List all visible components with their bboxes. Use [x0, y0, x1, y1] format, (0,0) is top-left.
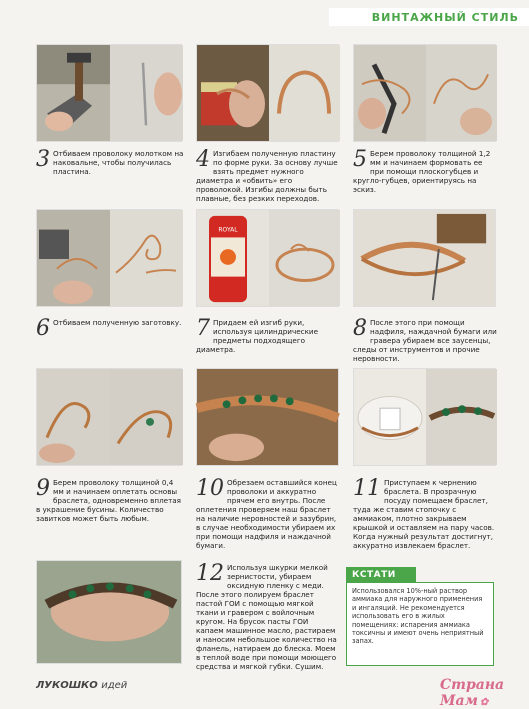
photo-step-12: [36, 560, 182, 664]
aerosol-can-label: ROYAL: [218, 226, 238, 234]
watermark: [440, 677, 529, 709]
step-7-number: 7: [196, 316, 210, 341]
step-5-text: [353, 149, 498, 194]
step-9-text: [36, 478, 184, 523]
step-9-description: Берем проволоку толщиной 0,4 мм и начинаем оплетать основы браслета, одновременно вплетая в украшение бусины. Количество завитков может быть любым.: [36, 478, 182, 523]
step-9-number: 9: [36, 476, 50, 501]
watermark-star-icon: ✿: [479, 697, 489, 708]
step-12-description: Используя шкурки мелкой зернистости, убираем оксидную пленку с меди. После этого полируем браслет пастой ГОИ с помощью мягкой ткани и гравером с войлочным кругом. На брусок пасты ГОИ капаем машинное масло, растираем и наносим небольшое количество на фланель, натираем до блеска. Моем в теплой воде при помощи моющего средства и мягкой губки. Сушим.: [196, 563, 337, 671]
step-4-description: Изгибаем полученную пластину по форме руки. За основу лучше взять предмет нужного диаметра и «обвить» его проволокой. Изгибы должны быть плавные, без резких переходов.: [196, 149, 338, 203]
step-6-text: [36, 318, 184, 339]
step-4-text: [196, 149, 341, 203]
step-5-description: Берем проволоку толщиной 1,2 мм и начинаем формовать ее при помощи плоскогубцев и кругло-губцев, ориентируясь на эскиз.: [353, 149, 491, 194]
photo-step-7: [196, 209, 339, 307]
photo-step-3: [36, 44, 182, 142]
kstati-box: [346, 582, 494, 666]
step-6-number: 6: [36, 316, 50, 341]
photo-step-4: [196, 44, 339, 142]
step-8-number: 8: [353, 316, 367, 341]
watermark-text: Страна Мам: [440, 677, 505, 709]
step-11-description: Приступаем к чернению браслета. В прозрачную посуду помещаем браслет, туда же ставим стопочку с аммиаком, плотно закрываем крышкой и оставляем на пару часов. Когда нужный результат достигнут, аккуратно извлекаем браслет.: [353, 478, 495, 550]
step-12-text: [196, 563, 338, 671]
photo-step-9: [36, 368, 182, 466]
photo-step-10: [196, 368, 339, 466]
photo-step-8: [353, 209, 496, 307]
magazine-logo-light: идей: [101, 680, 128, 691]
step-6-description: Отбиваем полученную заготовку.: [53, 318, 182, 327]
step-4-number: 4: [196, 147, 210, 172]
step-10-description: Обрезаем оставшийся конец проволоки и аккуратно прячем его внутрь. После оплетения проверяем наш браслет на наличие неровностей и зазубрин, в случае необходимости убираем их при помощи надфиля и наждачной бумаги.: [196, 478, 337, 550]
step-10-text: [196, 478, 341, 550]
step-5-number: 5: [353, 147, 367, 172]
step-3-number: 3: [36, 147, 50, 172]
step-3-description: Отбиваем проволоку молотком на наковальне, чтобы получилась пластина.: [53, 149, 184, 176]
photo-step-11: [353, 368, 496, 466]
photo-step-6: [36, 209, 182, 307]
step-11-text: [353, 478, 498, 550]
photo-step-5: [353, 44, 496, 142]
section-title: ВИНТАЖНЫЙ СТИЛЬ: [329, 8, 529, 26]
step-3-text: [36, 149, 184, 176]
magazine-logo: [36, 680, 127, 691]
step-12-number: 12: [196, 561, 224, 586]
kstati-title: КСТАТИ: [346, 567, 416, 583]
kstati-text: Использовался 10%-ный раствор аммиака для наружного применения и ингаляций. Не рекомендуется использовать его в жилых помещениях: испарения аммиака токсичны и имеют очень неприятный запах.: [352, 587, 484, 646]
step-10-number: 10: [196, 476, 224, 501]
step-7-description: Придаем ей изгиб руки, используя цилиндрические предметы подходящего диаметра.: [196, 318, 319, 354]
magazine-logo-bold: ЛУКОШКО: [36, 680, 98, 691]
step-11-number: 11: [353, 476, 381, 501]
step-8-text: [353, 318, 498, 363]
step-8-description: После этого при помощи надфиля, наждачной бумаги или гравера убираем все заусенцы, следы от инструментов и прочие неровности.: [353, 318, 497, 363]
step-7-text: [196, 318, 341, 354]
